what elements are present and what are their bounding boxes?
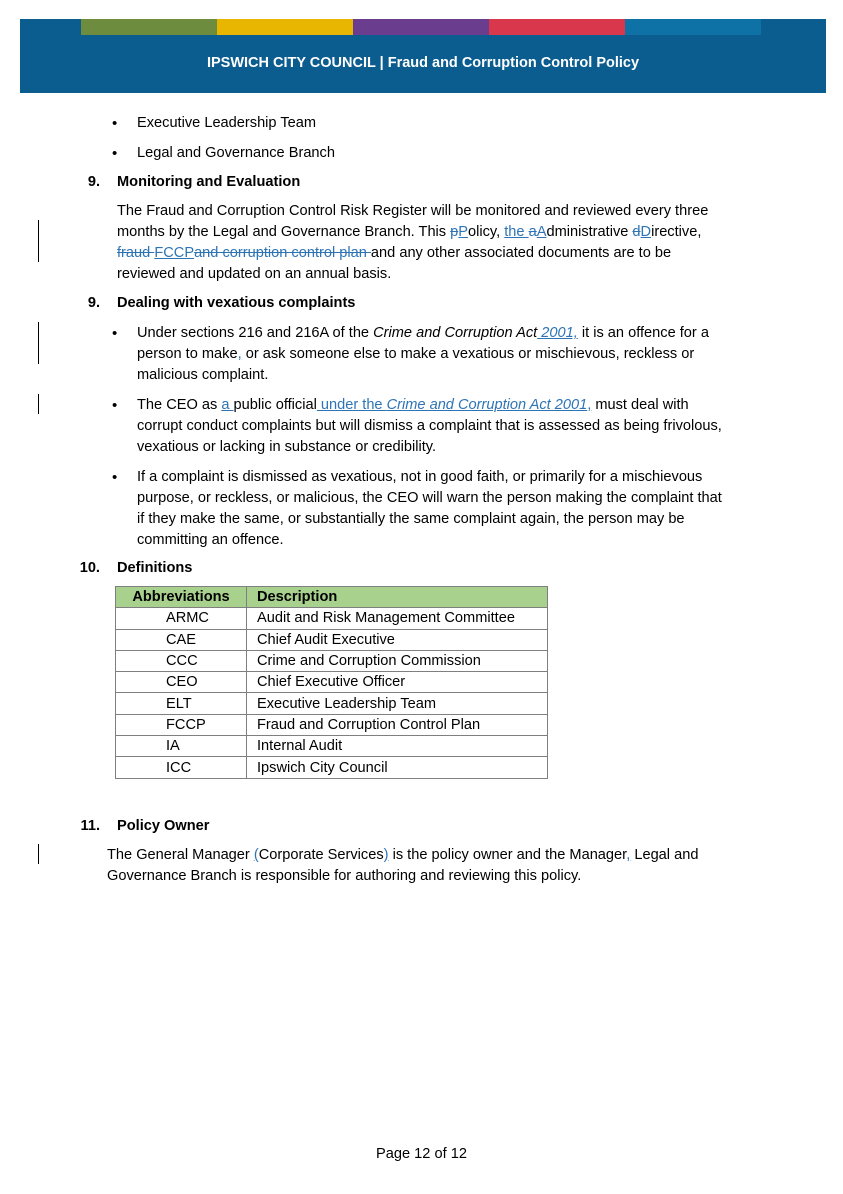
tracked-deletion: fraud	[117, 245, 155, 261]
page-number: Page 12 of 12	[376, 1146, 467, 1162]
stripe-blue	[625, 19, 761, 35]
column-header-abbreviations: Abbreviations	[116, 587, 247, 608]
text-run: The CEO as	[137, 397, 222, 413]
tracked-insertion: (	[253, 847, 259, 863]
list-item	[137, 395, 767, 458]
table-row	[116, 736, 548, 757]
abbreviation-cell: CAE	[116, 629, 247, 650]
text-run: dministrative	[546, 224, 633, 240]
text-line: The Fraud and Corruption Control Risk Register will be monitored and reviewed every three	[117, 203, 709, 219]
tracked-deletion: and corruption control plan	[194, 245, 371, 261]
text-run: must deal with	[591, 397, 689, 413]
list-item: • Executive Leadership Team	[137, 113, 767, 134]
tracked-deletion: p	[450, 224, 459, 240]
tracked-insertion: Crime and Corruption Act 2001	[386, 397, 588, 413]
stripe-green	[81, 19, 217, 35]
text-line: vexatious or lacking in substance or credibility.	[137, 439, 437, 455]
tracked-insertion: D	[640, 224, 652, 240]
abbreviation-cell: ICC	[116, 757, 247, 778]
column-header-description: Description	[247, 587, 548, 608]
list-item: • Legal and Governance Branch	[137, 143, 767, 164]
table-row	[116, 629, 548, 650]
text-run: public official	[233, 397, 317, 413]
change-bar	[38, 394, 39, 414]
tracked-insertion: FCCP	[154, 245, 195, 261]
text-line: Governance Branch is responsible for authoring and reviewing this policy.	[107, 868, 582, 884]
tracked-insertion: 2001,	[537, 325, 578, 341]
text-run: The General Manager	[107, 847, 254, 863]
change-bar	[38, 220, 39, 262]
tracked-insertion: the	[504, 224, 529, 240]
header-title: IPSWICH CITY COUNCIL | Fraud and Corruption Control Policy	[206, 55, 640, 71]
stripe-purple	[353, 19, 489, 35]
text-run: olicy,	[468, 224, 505, 240]
abbreviation-cell: FCCP	[116, 714, 247, 735]
description-cell: Crime and Corruption Commission	[247, 650, 548, 671]
text-line	[117, 222, 777, 243]
policy-owner-paragraph	[107, 845, 787, 887]
stripe-yellow	[217, 19, 353, 35]
text-line	[137, 323, 767, 344]
description-cell: Internal Audit	[247, 736, 548, 757]
text-line: purpose, or reckless, or malicious, the CEO will warn the person making the complaint that	[137, 490, 722, 506]
description-cell: Executive Leadership Team	[247, 693, 548, 714]
tracked-insertion: A	[536, 224, 547, 240]
text-run: and any other associated documents are to be	[370, 245, 672, 261]
text-run: or ask someone else to make a vexatious or mischievous, reckless or	[241, 346, 695, 362]
table-row	[116, 650, 548, 671]
text-line: if they make the same, or substantially the same complaint again, the person may be	[137, 511, 685, 527]
abbreviation-cell: CEO	[116, 672, 247, 693]
abbreviation-cell: ELT	[116, 693, 247, 714]
tracked-insertion: P	[458, 224, 469, 240]
change-bar	[38, 322, 39, 364]
text-line: • If a complaint is dismissed as vexatious, not in good faith, or primarily for a mischievous	[137, 469, 703, 485]
tracked-deletion: a	[528, 224, 537, 240]
description-cell: Chief Audit Executive	[247, 629, 548, 650]
abbreviation-cell: CCC	[116, 650, 247, 671]
description-cell: Ipswich City Council	[247, 757, 548, 778]
table-row	[116, 757, 548, 778]
table-row	[116, 672, 548, 693]
tracked-insertion: )	[383, 847, 389, 863]
abbreviation-cell: ARMC	[116, 608, 247, 629]
text-line: committing an offence.	[137, 532, 284, 548]
tracked-insertion: ,	[626, 847, 631, 863]
table-header-row	[116, 587, 548, 608]
text-line	[117, 243, 777, 264]
description-cell: Fraud and Corruption Control Plan	[247, 714, 548, 735]
text-run: person to make	[137, 346, 238, 362]
table-row	[116, 608, 548, 629]
tracked-insertion: under the	[316, 397, 387, 413]
definitions-table	[115, 586, 548, 779]
text-line: malicious complaint.	[137, 367, 269, 383]
text-run: Under sections 216 and 216A of the	[137, 325, 374, 341]
text-run: it is an offence for a	[577, 325, 709, 341]
page-header	[20, 19, 826, 93]
text-line	[137, 395, 767, 416]
description-cell: Audit and Risk Management Committee	[247, 608, 548, 629]
text-run: Crime and Corruption Act	[373, 325, 538, 341]
tracked-insertion: ,	[237, 346, 242, 362]
text-run: Legal and	[630, 847, 699, 863]
tracked-insertion: a	[221, 397, 234, 413]
abbreviation-cell: IA	[116, 736, 247, 757]
change-bar	[38, 844, 39, 864]
text-run: months by the Legal and Governance Branch. This	[117, 224, 451, 240]
section-number: 9.	[87, 174, 100, 190]
text-line: reviewed and updated on an annual basis.	[117, 266, 392, 282]
section-heading-definitions: Definitions	[117, 560, 193, 576]
text-line: corrupt conduct complaints but will dismiss a complaint that is assessed as being frivolous,	[137, 418, 722, 434]
header-color-stripes	[81, 19, 761, 35]
text-run: irective,	[651, 224, 702, 240]
text-line	[137, 344, 767, 365]
section-number: 10.	[79, 560, 100, 576]
description-cell: Chief Executive Officer	[247, 672, 548, 693]
section-heading-policy-owner: Policy Owner	[117, 818, 210, 834]
table-row	[116, 693, 548, 714]
table-row	[116, 714, 548, 735]
section-number: 11.	[80, 818, 100, 834]
list-item	[137, 467, 767, 551]
tracked-insertion: ,	[587, 397, 592, 413]
text-run: Corporate Services	[258, 847, 384, 863]
section-heading-monitoring: Monitoring and Evaluation	[117, 174, 301, 190]
section-number: 9.	[87, 295, 100, 311]
stripe-red	[489, 19, 625, 35]
tracked-deletion: d	[632, 224, 641, 240]
text-run: is the policy owner and the Manager	[388, 847, 627, 863]
section-heading-vexatious: Dealing with vexatious complaints	[117, 295, 356, 311]
monitoring-paragraph	[117, 201, 777, 285]
list-item	[137, 323, 767, 386]
text-line	[107, 845, 787, 866]
